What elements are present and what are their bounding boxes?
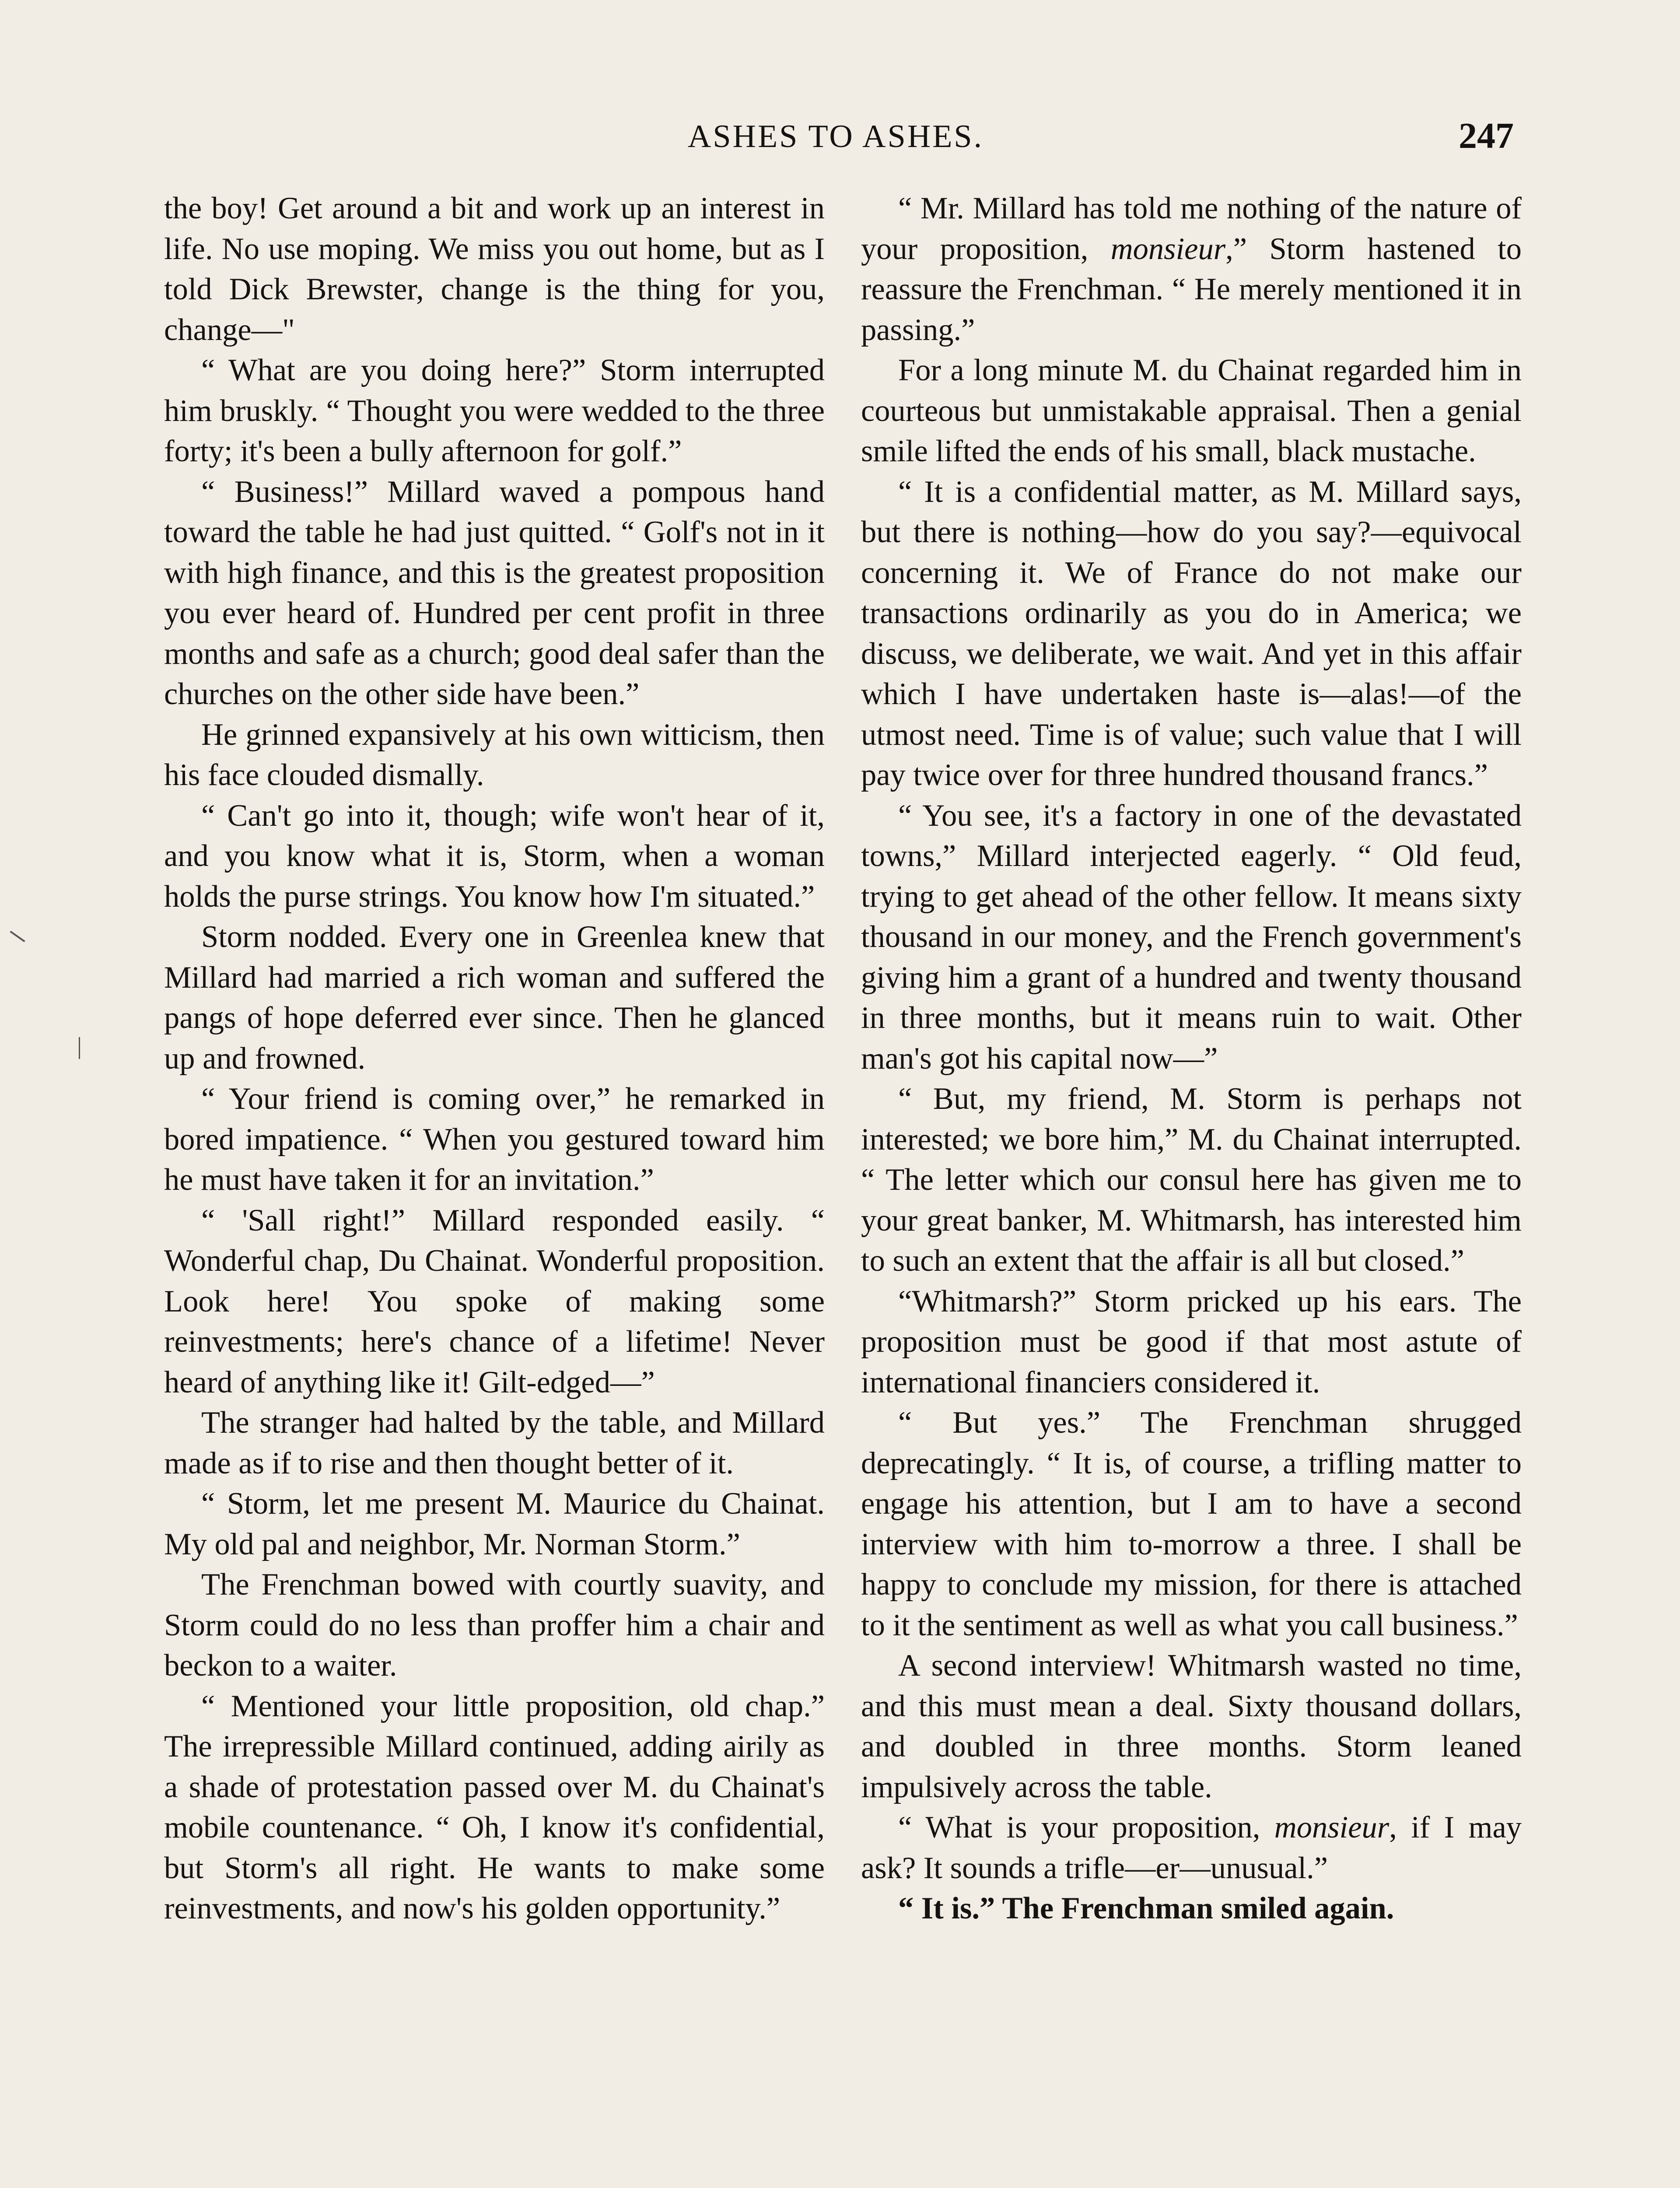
left-column — [164, 188, 825, 1929]
paragraph: “ But yes.” The Frenchman shrugged deprecatingly. “ It is, of course, a trifling matter to engage his attention, but I am to have a second interview with him to-morrow a three. I shall be happy to conclude my mission, for there is attached to it the sentiment as well as what you call business.” — [861, 1406, 1522, 1642]
margin-mark — [79, 1037, 80, 1059]
paragraph: “ What is your proposition, monsieur, if I may ask? It sounds a trifle—er—unusual.” — [861, 1810, 1522, 1885]
paragraph: Storm nodded. Every one in Greenlea knew that Millard had married a rich woman and suffered the pangs of hope deferred ever since. Then he glanced up and frowned. — [164, 920, 825, 1076]
running-title: ASHES TO ASHES. — [687, 119, 984, 154]
paragraph: “ 'Sall right!” Millard responded easily. “ Wonderful chap, Du Chainat. Wonderful proposition. Look here! You spoke of making some reinvestments; here's chance of a lifetime! Never heard of anything like it! Gilt-edged—” — [164, 1203, 825, 1399]
paragraph: “ It is a confidential matter, as M. Millard says, but there is nothing—how do you say?—equivocal concerning it. We of France do not make our transactions ordinarily as you do in America; we discuss, we deliberate, we wait. And yet in this affair which I have undertaken haste is—alas!—of the utmost need. Time is of value; such value that I will pay twice over for three hundred thousand francs.” — [861, 474, 1522, 792]
page-header — [158, 109, 1514, 162]
paragraph: “ Can't go into it, though; wife won't hear of it, and you know what it is, Storm, when a woman holds the purse strings. You know how I'm situated.” — [164, 798, 825, 914]
paragraph: “ Your friend is coming over,” he remarked in bored impatience. “ When you gestured toward him he must have taken it for an invitation.” — [164, 1082, 825, 1197]
paragraph: “ Mentioned your little proposition, old chap.” The irrepressible Millard continued, adding airily as a shade of protestation passed over M. du Chainat's mobile countenance. “ Oh, I know it's confidential, but Storm's all right. He wants to make some reinvestments, and now's his golden opportunity.” — [164, 1689, 825, 1925]
paragraph: He grinned expansively at his own witticism, then his face clouded dismally. — [164, 717, 825, 792]
paragraph: the boy! Get around a bit and work up an interest in life. No use moping. We miss you out home, but as I told Dick Brewster, change is the thing for you, change—" — [164, 191, 825, 347]
margin-mark — [10, 931, 25, 942]
paragraph: “ Mr. Millard has told me nothing of the nature of your proposition, monsieur,” Storm hastened to reassure the Frenchman. “ He merely mentioned it in passing.” — [861, 191, 1522, 347]
paragraph: A second interview! Whitmarsh wasted no time, and this must mean a deal. Sixty thousand dollars, and doubled in three months. Storm leaned impulsively across the table. — [861, 1648, 1522, 1804]
paragraph-bold: “ It is.” The Frenchman smiled again. — [898, 1891, 1394, 1925]
paragraph: “Whitmarsh?” Storm pricked up his ears. The proposition must be good if that most astute of international financiers considered it. — [861, 1284, 1522, 1399]
paragraph: The Frenchman bowed with courtly suavity, and Storm could do no less than proffer him a chair and beckon to a waiter. — [164, 1567, 825, 1683]
paragraph: “ You see, it's a factory in one of the devastated towns,” Millard interjected eagerly. “ Old feud, trying to get ahead of the other fellow. It means sixty thousand in our money, and the French government's giving him a grant of a hundred and twenty thousand in three months, but it means ruin to wait. Other man's got his capital now—” — [861, 798, 1522, 1076]
paragraph: The stranger had halted by the table, and Millard made as if to rise and then thought better of it. — [164, 1406, 825, 1480]
paragraph: “ Business!” Millard waved a pompous hand toward the table he had just quitted. “ Golf's not in it with high finance, and this is the greatest proposition you ever heard of. Hundred per cent profit in three months and safe as a church; good deal safer than the churches on the other side have been.” — [164, 474, 825, 711]
paragraph: For a long minute M. du Chainat regarded him in courteous but unmistakable appraisal. Then a genial smile lifted the ends of his small, black mustache. — [861, 353, 1522, 468]
right-column — [861, 188, 1522, 1929]
page-number: 247 — [1459, 116, 1514, 156]
paragraph: “ What are you doing here?” Storm interrupted him bruskly. “ Thought you were wedded to the three forty; it's been a bully afternoon for golf.” — [164, 353, 825, 468]
paragraph: “ Storm, let me present M. Maurice du Chainat. My old pal and neighbor, Mr. Norman Storm.” — [164, 1487, 825, 1561]
paragraph: “ But, my friend, M. Storm is perhaps not interested; we bore him,” M. du Chainat interrupted. “ The letter which our consul here has given me to your great banker, M. Whitmarsh, has interested him to such an extent that the affair is all but closed.” — [861, 1082, 1522, 1278]
